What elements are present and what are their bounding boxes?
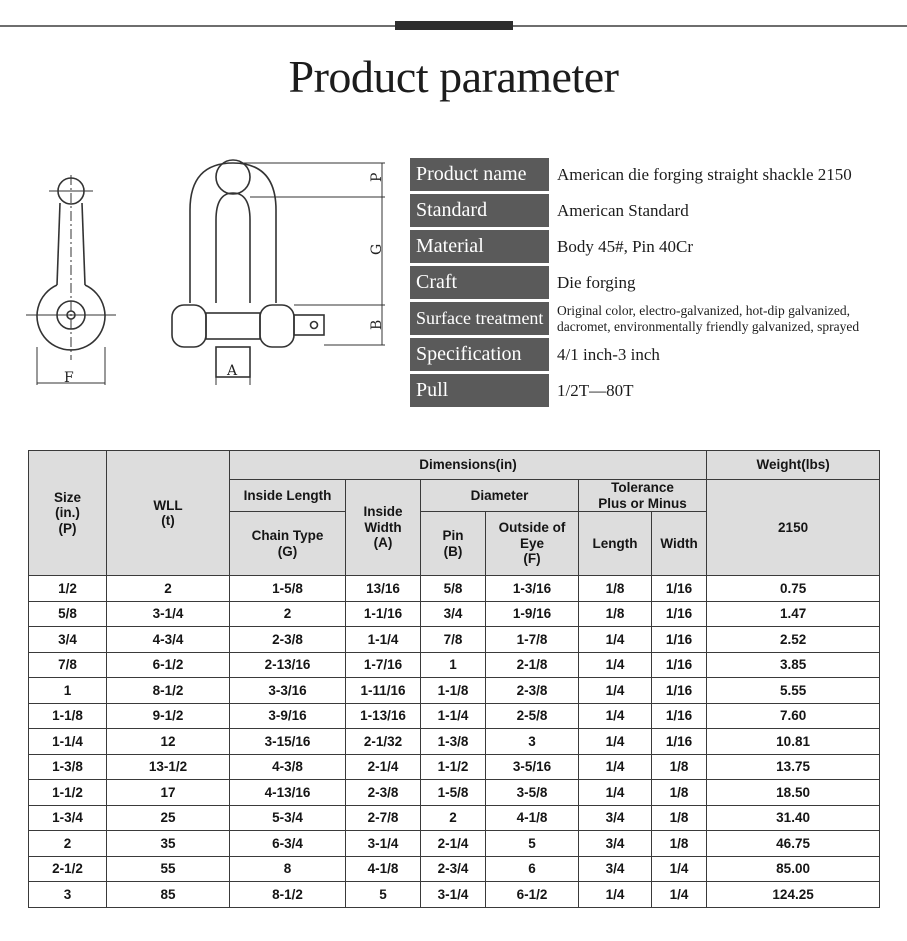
cell-tol-length: 3/4 xyxy=(579,856,652,882)
cell-tol-length: 3/4 xyxy=(579,805,652,831)
cell-chain-type: 8 xyxy=(230,856,346,882)
cell-pin: 1-1/2 xyxy=(421,754,486,780)
table-row xyxy=(29,652,880,678)
cell-chain-type: 2-13/16 xyxy=(230,652,346,678)
cell-weight: 124.25 xyxy=(707,882,880,908)
param-row-standard xyxy=(410,194,895,227)
cell-wll: 55 xyxy=(107,856,230,882)
cell-tol-length: 1/4 xyxy=(579,678,652,704)
cell-pin: 3/4 xyxy=(421,601,486,627)
shackle-side-view xyxy=(26,175,116,385)
cell-chain-type: 2-3/8 xyxy=(230,627,346,653)
cell-tol-width: 1/16 xyxy=(652,703,707,729)
header-length: Length xyxy=(579,512,652,576)
cell-pin: 2-1/4 xyxy=(421,831,486,857)
param-value: 4/1 inch-3 inch xyxy=(557,344,660,364)
cell-weight: 0.75 xyxy=(707,576,880,602)
header-tolerance: Tolerance Plus or Minus xyxy=(579,480,707,512)
front-label-b: B xyxy=(369,319,385,330)
cell-tol-length: 1/4 xyxy=(579,780,652,806)
cell-chain-type: 2 xyxy=(230,601,346,627)
cell-tol-width: 1/16 xyxy=(652,729,707,755)
cell-inside-width: 1-13/16 xyxy=(346,703,421,729)
cell-size: 1 xyxy=(29,678,107,704)
cell-inside-width: 2-1/4 xyxy=(346,754,421,780)
cell-pin: 5/8 xyxy=(421,576,486,602)
table-row xyxy=(29,627,880,653)
param-row-craft xyxy=(410,266,895,299)
cell-wll: 25 xyxy=(107,805,230,831)
header-chain-type: Chain Type (G) xyxy=(230,512,346,576)
cell-chain-type: 8-1/2 xyxy=(230,882,346,908)
cell-tol-length: 3/4 xyxy=(579,831,652,857)
cell-wll: 4-3/4 xyxy=(107,627,230,653)
cell-weight: 46.75 xyxy=(707,831,880,857)
cell-chain-type: 6-3/4 xyxy=(230,831,346,857)
front-label-g: G xyxy=(369,243,385,255)
header-width: Width xyxy=(652,512,707,576)
cell-pin: 3-1/4 xyxy=(421,882,486,908)
cell-outside-eye: 3-5/8 xyxy=(486,780,579,806)
shackle-front-view xyxy=(172,160,385,385)
page-title: Product parameter xyxy=(288,51,619,102)
cell-tol-width: 1/16 xyxy=(652,627,707,653)
cell-pin: 2 xyxy=(421,805,486,831)
param-row-material xyxy=(410,230,895,263)
cell-tol-length: 1/4 xyxy=(579,882,652,908)
product-parameter-list xyxy=(410,158,895,410)
cell-tol-width: 1/8 xyxy=(652,780,707,806)
param-row-pull xyxy=(410,374,895,407)
cell-weight: 85.00 xyxy=(707,856,880,882)
cell-outside-eye: 6 xyxy=(486,856,579,882)
param-label: Surface treatment xyxy=(410,302,549,335)
cell-inside-width: 2-7/8 xyxy=(346,805,421,831)
param-label: Specification xyxy=(410,338,549,371)
table-row xyxy=(29,780,880,806)
cell-size: 1-3/8 xyxy=(29,754,107,780)
cell-size: 3/4 xyxy=(29,627,107,653)
param-row-surface-treatment xyxy=(410,302,895,335)
cell-chain-type: 4-13/16 xyxy=(230,780,346,806)
cell-inside-width: 1-7/16 xyxy=(346,652,421,678)
top-divider-accent xyxy=(395,21,513,30)
cell-pin: 1 xyxy=(421,652,486,678)
cell-inside-width: 5 xyxy=(346,882,421,908)
cell-size: 1-1/8 xyxy=(29,703,107,729)
cell-size: 1-3/4 xyxy=(29,805,107,831)
cell-wll: 9-1/2 xyxy=(107,703,230,729)
cell-inside-width: 3-1/4 xyxy=(346,831,421,857)
cell-chain-type: 3-9/16 xyxy=(230,703,346,729)
cell-wll: 2 xyxy=(107,576,230,602)
header-model: 2150 xyxy=(707,480,880,576)
cell-inside-width: 13/16 xyxy=(346,576,421,602)
cell-outside-eye: 1-7/8 xyxy=(486,627,579,653)
cell-tol-length: 1/4 xyxy=(579,729,652,755)
cell-pin: 1-5/8 xyxy=(421,780,486,806)
header-diameter: Diameter xyxy=(421,480,579,512)
cell-outside-eye: 5 xyxy=(486,831,579,857)
cell-outside-eye: 1-3/16 xyxy=(486,576,579,602)
table-row xyxy=(29,729,880,755)
table-row xyxy=(29,805,880,831)
cell-tol-width: 1/16 xyxy=(652,678,707,704)
param-label: Product name xyxy=(410,158,549,191)
param-label: Material xyxy=(410,230,549,263)
cell-weight: 2.52 xyxy=(707,627,880,653)
header-outside-eye: Outside of Eye (F) xyxy=(486,512,579,576)
cell-weight: 1.47 xyxy=(707,601,880,627)
cell-outside-eye: 3 xyxy=(486,729,579,755)
table-row xyxy=(29,678,880,704)
table-row xyxy=(29,754,880,780)
cell-tol-width: 1/4 xyxy=(652,856,707,882)
cell-chain-type: 4-3/8 xyxy=(230,754,346,780)
cell-inside-width: 2-1/32 xyxy=(346,729,421,755)
table-row xyxy=(29,856,880,882)
header-wll: WLL (t) xyxy=(107,451,230,576)
cell-tol-width: 1/4 xyxy=(652,882,707,908)
cell-weight: 10.81 xyxy=(707,729,880,755)
cell-weight: 7.60 xyxy=(707,703,880,729)
cell-inside-width: 4-1/8 xyxy=(346,856,421,882)
cell-outside-eye: 1-9/16 xyxy=(486,601,579,627)
cell-chain-type: 3-3/16 xyxy=(230,678,346,704)
param-value: Die forging xyxy=(557,272,636,292)
header-dimensions: Dimensions(in) xyxy=(230,451,707,480)
cell-tol-length: 1/8 xyxy=(579,576,652,602)
cell-wll: 13-1/2 xyxy=(107,754,230,780)
cell-pin: 1-1/4 xyxy=(421,703,486,729)
cell-outside-eye: 3-5/16 xyxy=(486,754,579,780)
cell-pin: 2-3/4 xyxy=(421,856,486,882)
param-label: Pull xyxy=(410,374,549,407)
param-value: 1/2T—80T xyxy=(557,380,634,400)
header-inside-length: Inside Length xyxy=(230,480,346,512)
param-row-product-name xyxy=(410,158,895,191)
cell-chain-type: 5-3/4 xyxy=(230,805,346,831)
front-label-p: P xyxy=(369,172,385,182)
side-label-f: F xyxy=(64,370,74,386)
cell-weight: 3.85 xyxy=(707,652,880,678)
cell-wll: 3-1/4 xyxy=(107,601,230,627)
cell-tol-length: 1/8 xyxy=(579,601,652,627)
header-inside-width: Inside Width (A) xyxy=(346,480,421,576)
table-row xyxy=(29,576,880,602)
cell-tol-length: 1/4 xyxy=(579,652,652,678)
cell-weight: 13.75 xyxy=(707,754,880,780)
cell-wll: 6-1/2 xyxy=(107,652,230,678)
cell-wll: 8-1/2 xyxy=(107,678,230,704)
cell-tol-length: 1/4 xyxy=(579,754,652,780)
cell-size: 7/8 xyxy=(29,652,107,678)
spec-table-body xyxy=(29,576,880,908)
param-value xyxy=(549,303,859,334)
cell-size: 1-1/4 xyxy=(29,729,107,755)
param-value-line: dacromet, environmentally friendly galvanized, sprayed xyxy=(557,318,860,334)
cell-size: 2-1/2 xyxy=(29,856,107,882)
cell-wll: 12 xyxy=(107,729,230,755)
header-size: Size (in.) (P) xyxy=(29,451,107,576)
cell-pin: 7/8 xyxy=(421,627,486,653)
cell-tol-width: 1/8 xyxy=(652,831,707,857)
cell-inside-width: 1-11/16 xyxy=(346,678,421,704)
cell-tol-width: 1/16 xyxy=(652,601,707,627)
table-row xyxy=(29,601,880,627)
cell-chain-type: 1-5/8 xyxy=(230,576,346,602)
param-label: Craft xyxy=(410,266,549,299)
cell-weight: 5.55 xyxy=(707,678,880,704)
cell-inside-width: 2-3/8 xyxy=(346,780,421,806)
cell-inside-width: 1-1/4 xyxy=(346,627,421,653)
cell-inside-width: 1-1/16 xyxy=(346,601,421,627)
cell-tol-width: 1/16 xyxy=(652,576,707,602)
header-weight: Weight(lbs) xyxy=(707,451,880,480)
cell-wll: 35 xyxy=(107,831,230,857)
cell-tol-length: 1/4 xyxy=(579,703,652,729)
param-value: Body 45#, Pin 40Cr xyxy=(557,236,694,256)
cell-pin: 1-3/8 xyxy=(421,729,486,755)
cell-size: 5/8 xyxy=(29,601,107,627)
param-value: American Standard xyxy=(557,200,689,220)
table-row xyxy=(29,882,880,908)
cell-pin: 1-1/8 xyxy=(421,678,486,704)
cell-weight: 18.50 xyxy=(707,780,880,806)
shackle-drawing xyxy=(20,155,400,395)
cell-size: 2 xyxy=(29,831,107,857)
cell-chain-type: 3-15/16 xyxy=(230,729,346,755)
cell-weight: 31.40 xyxy=(707,805,880,831)
cell-outside-eye: 4-1/8 xyxy=(486,805,579,831)
cell-wll: 85 xyxy=(107,882,230,908)
param-value: American die forging straight shackle 2150 xyxy=(557,164,852,184)
cell-outside-eye: 2-1/8 xyxy=(486,652,579,678)
cell-size: 1-1/2 xyxy=(29,780,107,806)
table-row xyxy=(29,831,880,857)
param-label: Standard xyxy=(410,194,549,227)
cell-size: 3 xyxy=(29,882,107,908)
param-value-line: Original color, electro-galvanized, hot-dip galvanized, xyxy=(557,302,850,318)
cell-outside-eye: 2-5/8 xyxy=(486,703,579,729)
cell-tol-width: 1/8 xyxy=(652,754,707,780)
cell-outside-eye: 2-3/8 xyxy=(486,678,579,704)
front-label-a: A xyxy=(227,363,238,379)
cell-outside-eye: 6-1/2 xyxy=(486,882,579,908)
cell-tol-width: 1/8 xyxy=(652,805,707,831)
header-pin: Pin (B) xyxy=(421,512,486,576)
cell-size: 1/2 xyxy=(29,576,107,602)
cell-tol-length: 1/4 xyxy=(579,627,652,653)
param-row-specification xyxy=(410,338,895,371)
table-row xyxy=(29,703,880,729)
spec-table xyxy=(28,450,880,908)
cell-tol-width: 1/16 xyxy=(652,652,707,678)
cell-wll: 17 xyxy=(107,780,230,806)
